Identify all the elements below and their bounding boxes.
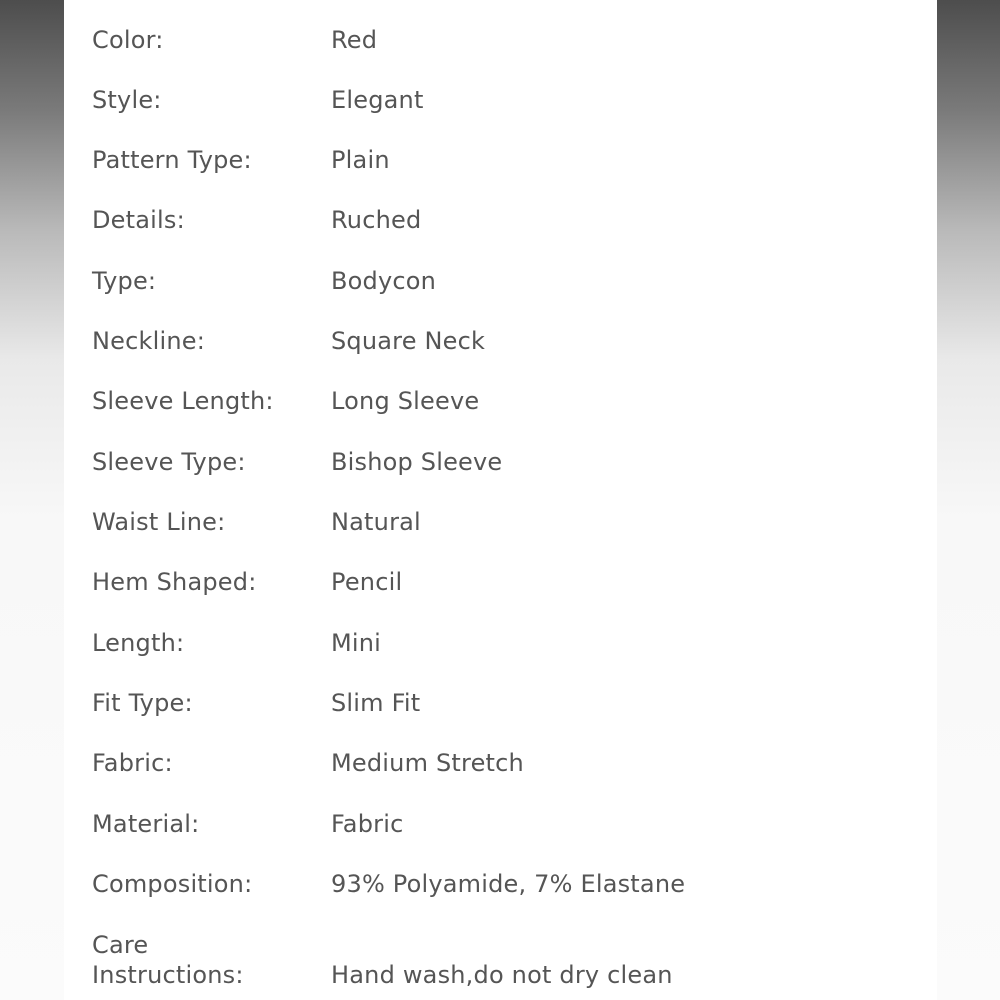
spec-label: Neckline: xyxy=(92,327,206,355)
spec-row-fabric xyxy=(92,748,912,788)
spec-label-line-1: Care xyxy=(92,931,149,959)
spec-label: Material: xyxy=(92,810,200,838)
spec-label: Type: xyxy=(92,267,157,295)
spec-label: Waist Line: xyxy=(92,508,226,536)
spec-label: Sleeve Type: xyxy=(92,448,246,476)
spec-value: Fabric xyxy=(331,810,404,838)
spec-value: Hand wash,do not dry clean xyxy=(331,961,673,989)
spec-row-fit-type xyxy=(92,688,912,728)
spec-label: Details: xyxy=(92,206,185,234)
spec-value: 93% Polyamide, 7% Elastane xyxy=(331,870,686,898)
spec-row-details xyxy=(92,205,912,245)
spec-label: Color: xyxy=(92,26,164,54)
spec-row-pattern-type xyxy=(92,145,912,185)
spec-row-length xyxy=(92,628,912,668)
spec-row-material xyxy=(92,809,912,849)
spec-label: Sleeve Length: xyxy=(92,387,274,415)
spec-label: Length: xyxy=(92,629,185,657)
spec-value: Elegant xyxy=(331,86,424,114)
spec-value: Mini xyxy=(331,629,382,657)
spec-row-care-instructions xyxy=(92,931,912,989)
spec-value: Plain xyxy=(331,146,390,174)
spec-value: Natural xyxy=(331,508,421,536)
spec-value: Bishop Sleeve xyxy=(331,448,503,476)
spec-value: Red xyxy=(331,26,378,54)
spec-row-color xyxy=(92,25,912,65)
spec-row-sleeve-length xyxy=(92,386,912,426)
spec-value: Ruched xyxy=(331,206,422,234)
spec-label: Hem Shaped: xyxy=(92,568,257,596)
spec-value: Square Neck xyxy=(331,327,486,355)
spec-row-neckline xyxy=(92,326,912,366)
spec-value: Long Sleeve xyxy=(331,387,480,415)
spec-value: Medium Stretch xyxy=(331,749,524,777)
spec-row-sleeve-type xyxy=(92,447,912,487)
spec-value: Slim Fit xyxy=(331,689,421,717)
spec-label: Fabric: xyxy=(92,749,173,777)
spec-row-hem-shaped xyxy=(92,567,912,607)
spec-value: Bodycon xyxy=(331,267,437,295)
product-specs-panel xyxy=(64,0,937,1000)
spec-row-composition xyxy=(92,869,912,909)
spec-label: Fit Type: xyxy=(92,689,193,717)
spec-label: Pattern Type: xyxy=(92,146,252,174)
spec-label-care xyxy=(92,930,244,990)
spec-label: Style: xyxy=(92,86,162,114)
spec-label: Composition: xyxy=(92,870,253,898)
spec-row-type xyxy=(92,266,912,306)
spec-row-waist-line xyxy=(92,507,912,547)
spec-row-style xyxy=(92,85,912,125)
spec-label-line-2: Instructions: xyxy=(92,961,244,989)
spec-value: Pencil xyxy=(331,568,403,596)
